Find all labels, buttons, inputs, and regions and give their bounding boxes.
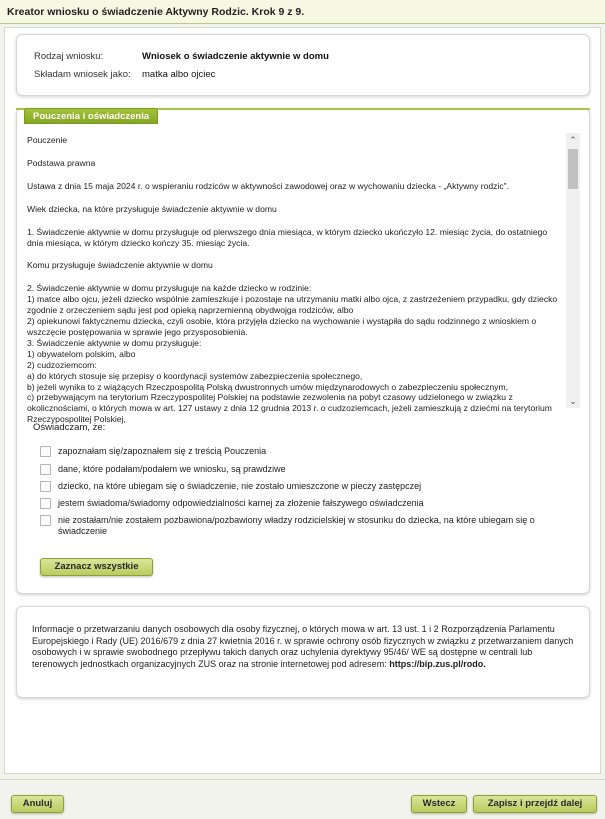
scroll-down-icon[interactable]: ⌄ <box>569 396 577 406</box>
scrollbar-thumb[interactable] <box>568 149 578 189</box>
instruction-paragraph: Wiek dziecka, na które przysługuje świadczenie aktywnie w domu <box>27 203 277 214</box>
save-and-next-button[interactable]: Zapisz i przejdź dalej <box>473 795 597 813</box>
declaration-label[interactable]: zapoznałam się/zapoznałem się z treścią Pouczenia <box>58 446 267 456</box>
select-all-button[interactable]: Zaznacz wszystkie <box>40 558 153 576</box>
application-type-label: Rodzaj wniosku: <box>34 51 104 62</box>
back-button[interactable]: Wstecz <box>411 795 467 813</box>
applicant-role-label: Składam wniosek jako: <box>34 69 131 80</box>
declaration-label[interactable]: dziecko, na które ubiegam się o świadczenie, nie zostało umieszczone w pieczy zastępczej <box>58 481 422 491</box>
declaration-checkbox[interactable] <box>40 481 51 492</box>
cancel-button[interactable]: Anuluj <box>11 795 64 813</box>
instruction-paragraph: 1. Świadczenie aktywnie w domu przysługuje od pierwszego dnia miesiąca, w którym dziecko ukończyło 12. miesiąc życia, do ostatniego dnia miesiąca, w którym dziecko kończy 35. miesiąc życia. <box>27 226 548 248</box>
footer-divider <box>0 779 605 780</box>
data-processing-text: Informacje o przetwarzaniu danych osobowych dla osoby fizycznej, o których mowa w art. 13 ust. 1 i 2 Rozporządzenia Parlamentu Europejskiego i Rady (UE) 2016/679 z dnia 27 kwietnia 2016 r. w sprawie ochrony osób fizycznych w związku z przetwarzaniem danych osobowych i w sprawie swobodnego przepływu takich danych oraz uchylenia dyrektywy 95/46/ WE są dostępne w centrali lub terenowych jednostkach organizacyjnych ZUS oraz na stronie internetowej pod adresem: <box>32 624 574 670</box>
section-title: Pouczenia i oświadczenia <box>24 108 158 124</box>
instructions-text <box>27 135 563 437</box>
instruction-paragraph: Pouczenie <box>27 135 68 145</box>
instructions-scroll-area[interactable] <box>25 131 585 425</box>
declarations-title: Oświadczam, że: <box>33 422 106 433</box>
wizard-title: Kreator wniosku o świadczenie Aktywny Rodzic. Krok 9 z 9. <box>0 0 605 24</box>
declaration-label[interactable]: dane, które podałam/podałem we wniosku, są prawdziwe <box>58 464 286 474</box>
instruction-paragraph: Podstawa prawna <box>27 157 96 168</box>
applicant-role-value: matka albo ojciec <box>142 69 216 80</box>
instructions-scrollbar[interactable] <box>566 133 580 408</box>
data-processing-link[interactable]: https://bip.zus.pl/rodo. <box>389 659 486 670</box>
data-processing-info <box>32 624 577 671</box>
instruction-paragraph: Komu przysługuje świadczenie aktywnie w domu <box>27 260 213 271</box>
application-type-value: Wniosek o świadczenie aktywnie w domu <box>142 51 329 62</box>
instruction-paragraph: 2. Świadczenie aktywnie w domu przysługuje na każde dziecko w rodzinie: 1) matce albo ojcu, jeżeli dziecko wspólnie zamieszkuje i pozostaje na utrzymaniu matki albo ojca, z zastrzeżeniem przypadku, gdy dziecko zgodnie z orzeczeniem sądu jest pod opieką naprzemienną obydwojga rodziców, albo 2) opiekunowi faktycznemu dziecka, czyli osobie, która przyjęła dziecko na wychowanie i wystąpiła do sądu rodzinnego z wnioskiem o wszczęcie postępowania w sprawie jego przysposobienia. 3. Świadczenie aktywnie w domu przysługuje: 1) obywatelom polskim, albo 2) cudzoziemcom: a) do których stosuje się przepisy o koordynacji systemów zabezpieczenia społecznego, b) jeżeli wynika to z wiążących Rzeczpospolitą Polską dwustronnych umów międzynarodowych o zabezpieczeniu społecznym, c) przebywającym na terytorium Rzeczypospolitej Polskiej na podstawie zezwolenia na pobyt czasowy udzielonego w związku z okolicznościami, o których mowa w art. 127 ustawy z dnia 12 grudnia 2013 r. o cudzoziemcach, jeżeli zamieszkują z dziećmi na terytorium Rzeczypospolitej Polskiej, <box>27 283 558 425</box>
declaration-checkbox[interactable] <box>40 464 51 475</box>
scroll-up-icon[interactable]: ⌃ <box>569 135 577 145</box>
declaration-checkbox[interactable] <box>40 515 51 526</box>
application-type-row <box>34 51 329 62</box>
declaration-label[interactable]: jestem świadoma/świadomy odpowiedzialności karnej za złożenie fałszywego oświadczenia <box>58 498 424 508</box>
declaration-checkbox[interactable] <box>40 446 51 457</box>
applicant-role-row <box>34 69 215 80</box>
summary-panel <box>16 34 590 96</box>
declaration-checkbox[interactable] <box>40 498 51 509</box>
instruction-paragraph: Ustawa z dnia 15 maja 2024 r. o wspieraniu rodziców w aktywności zawodowej oraz w wychowaniu dziecka - „Aktywny rodzic". <box>27 180 510 191</box>
declaration-label[interactable]: nie zostałam/nie zostałem pozbawiona/pozbawiony władzy rodzicielskiej w stosunku do dziecka, na które ubiegam się o świadczenie <box>58 515 535 536</box>
